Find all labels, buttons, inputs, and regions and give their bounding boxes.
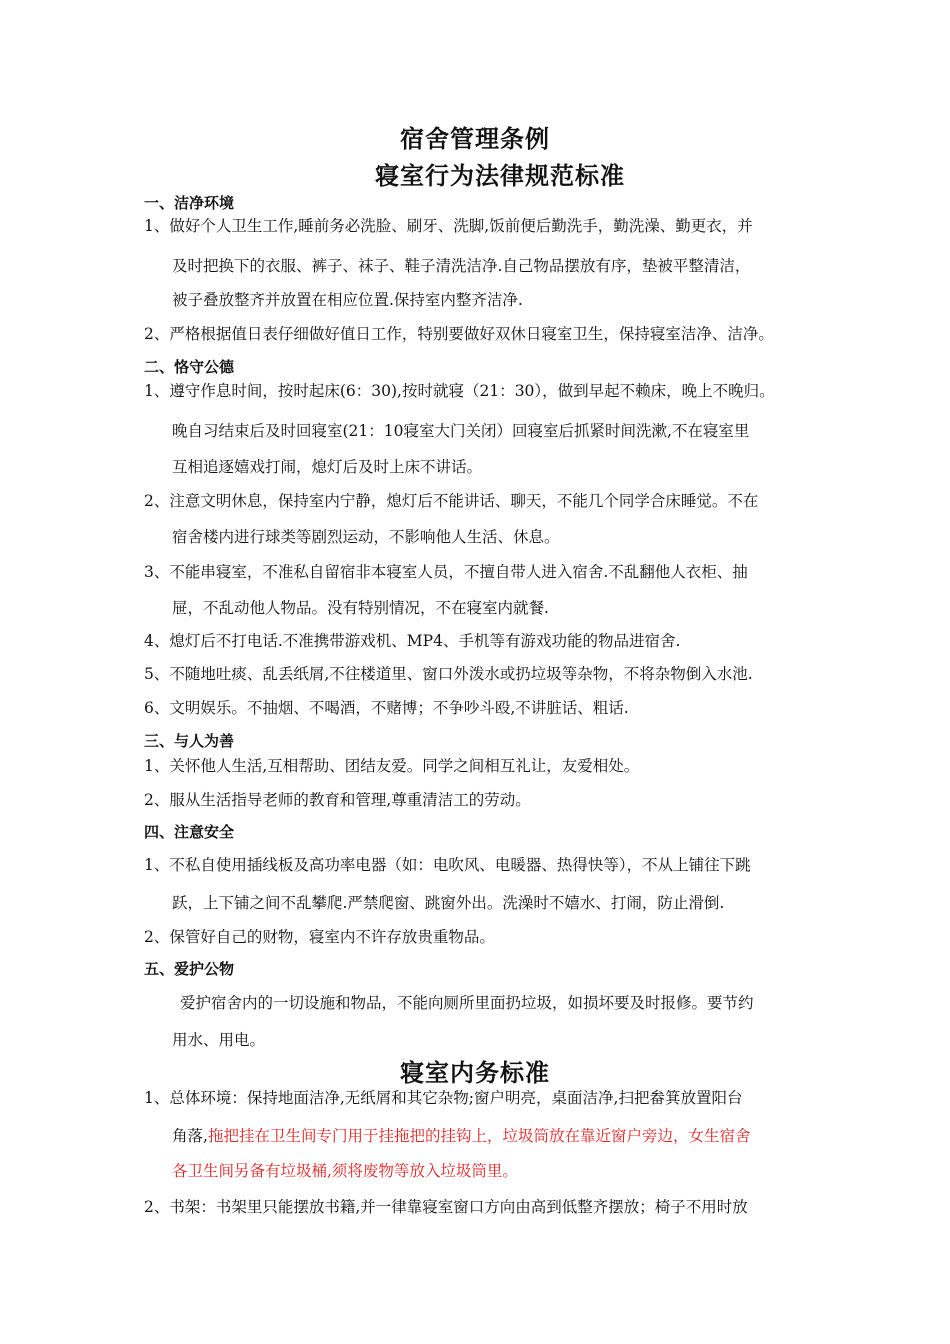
section-heading-5: 五、爱护公物: [144, 960, 235, 978]
paragraph-line: 2、书架：书架里只能摆放书籍,并一律靠寝室窗口方向由高到低整齐摆放；椅子不用时放: [144, 1198, 748, 1216]
paragraph-line: 6、文明娱乐。不抽烟、不喝酒，不赌博；不争吵斗殴,不讲脏话、粗话.: [144, 699, 629, 717]
paragraph-line: 2、严格根据值日表仔细做好值日工作，特别要做好双休日寝室卫生，保持寝室洁净、洁净。: [144, 325, 774, 343]
paragraph-line: 爱护宿舍内的一切设施和物品，不能向厕所里面扔垃圾，如损坏要及时报修。要节约: [180, 994, 754, 1012]
paragraph-line: 5、不随地吐痰、乱丢纸屑,不往楼道里、窗口外泼水或扔垃圾等杂物，不将杂物倒入水池.: [144, 665, 753, 683]
paragraph-line: 及时把换下的衣服、裤子、袜子、鞋子清洗洁净.自己物品摆放有序，垫被平整清洁，: [172, 257, 751, 275]
paragraph-line: 屉，不乱动他人物品。没有特别情况，不在寝室内就餐.: [172, 599, 549, 617]
section-heading-1: 一、洁净环境: [144, 194, 235, 212]
paragraph-line: 2、服从生活指导老师的教育和管理,尊重清洁工的劳动。: [144, 791, 531, 809]
section-heading-3: 三、与人为善: [144, 732, 235, 750]
paragraph-line: 跃，上下铺之间不乱攀爬.严禁爬窗、跳窗外出。洗澡时不嬉水、打闹，防止滑倒.: [172, 894, 725, 912]
highlighted-text: 各卫生间另备有垃圾桶,须将废物等放入垃圾筒里。: [172, 1162, 518, 1180]
paragraph-line: 互相追逐嬉戏打闹，熄灯后及时上床不讲话。: [172, 458, 483, 476]
paragraph-line: 1、关怀他人生活,互相帮助、团结友爱。同学之间相互礼让，友爱相处。: [144, 757, 640, 775]
paragraph-line: 1、遵守作息时间，按时起床(6：30),按时就寝（21：30），做到早起不赖床，晚上不晚归。: [144, 382, 775, 400]
paragraph-line: 1、做好个人卫生工作,睡前务必洗脸、刷牙、洗脚,饭前便后勤洗手，勤洗澡、勤更衣，并: [144, 217, 753, 235]
paragraph-line: 2、保管好自己的财物，寝室内不许存放贵重物品。: [144, 928, 495, 946]
paragraph-line: 宿舍楼内进行球类等剧烈运动，不影响他人生活、休息。: [172, 528, 560, 546]
section2-title: 寝室内务标准: [400, 1058, 550, 1087]
section-heading-4: 四、注意安全: [144, 823, 235, 841]
paragraph-line: 4、熄灯后不打电话.不准携带游戏机、MP4、手机等有游戏功能的物品进宿舍.: [144, 632, 681, 650]
paragraph-line: 1、不私自使用插线板及高功率电器（如：电吹风、电暖器、热得快等），不从上铺往下跳: [144, 856, 751, 874]
document-title: 宿舍管理条例: [400, 125, 550, 153]
highlighted-text: 拖把挂在卫生间专门用于挂拖把的挂钩上，垃圾筒放在靠近窗户旁边，女生宿舍: [207, 1127, 751, 1145]
paragraph-line: 用水、用电。: [172, 1031, 266, 1049]
paragraph-text: 角落,: [172, 1127, 208, 1145]
paragraph-line: 晚自习结束后及时回寝室(21：10寝室大门关闭）回寝室后抓紧时间洗漱,不在寝室里: [172, 422, 750, 440]
paragraph-line: 1、总体环境：保持地面洁净,无纸屑和其它杂物;窗户明亮，桌面洁净,扫把畚箕放置阳台: [144, 1089, 743, 1107]
paragraph-line: 被子叠放整齐并放置在相应位置.保持室内整齐洁净.: [172, 291, 523, 309]
section-heading-2: 二、恪守公德: [144, 358, 235, 376]
document-subtitle: 寝室行为法律规范标准: [375, 161, 625, 190]
paragraph-line: 2、注意文明休息，保持室内宁静，熄灯后不能讲话、聊天，不能几个同学合床睡觉。不在: [144, 492, 759, 510]
paragraph-line: 3、不能串寝室，不准私自留宿非本寝室人员，不擅自带人进入宿舍.不乱翻他人衣柜、抽: [144, 563, 748, 581]
paragraph-line: [172, 1125, 750, 1147]
